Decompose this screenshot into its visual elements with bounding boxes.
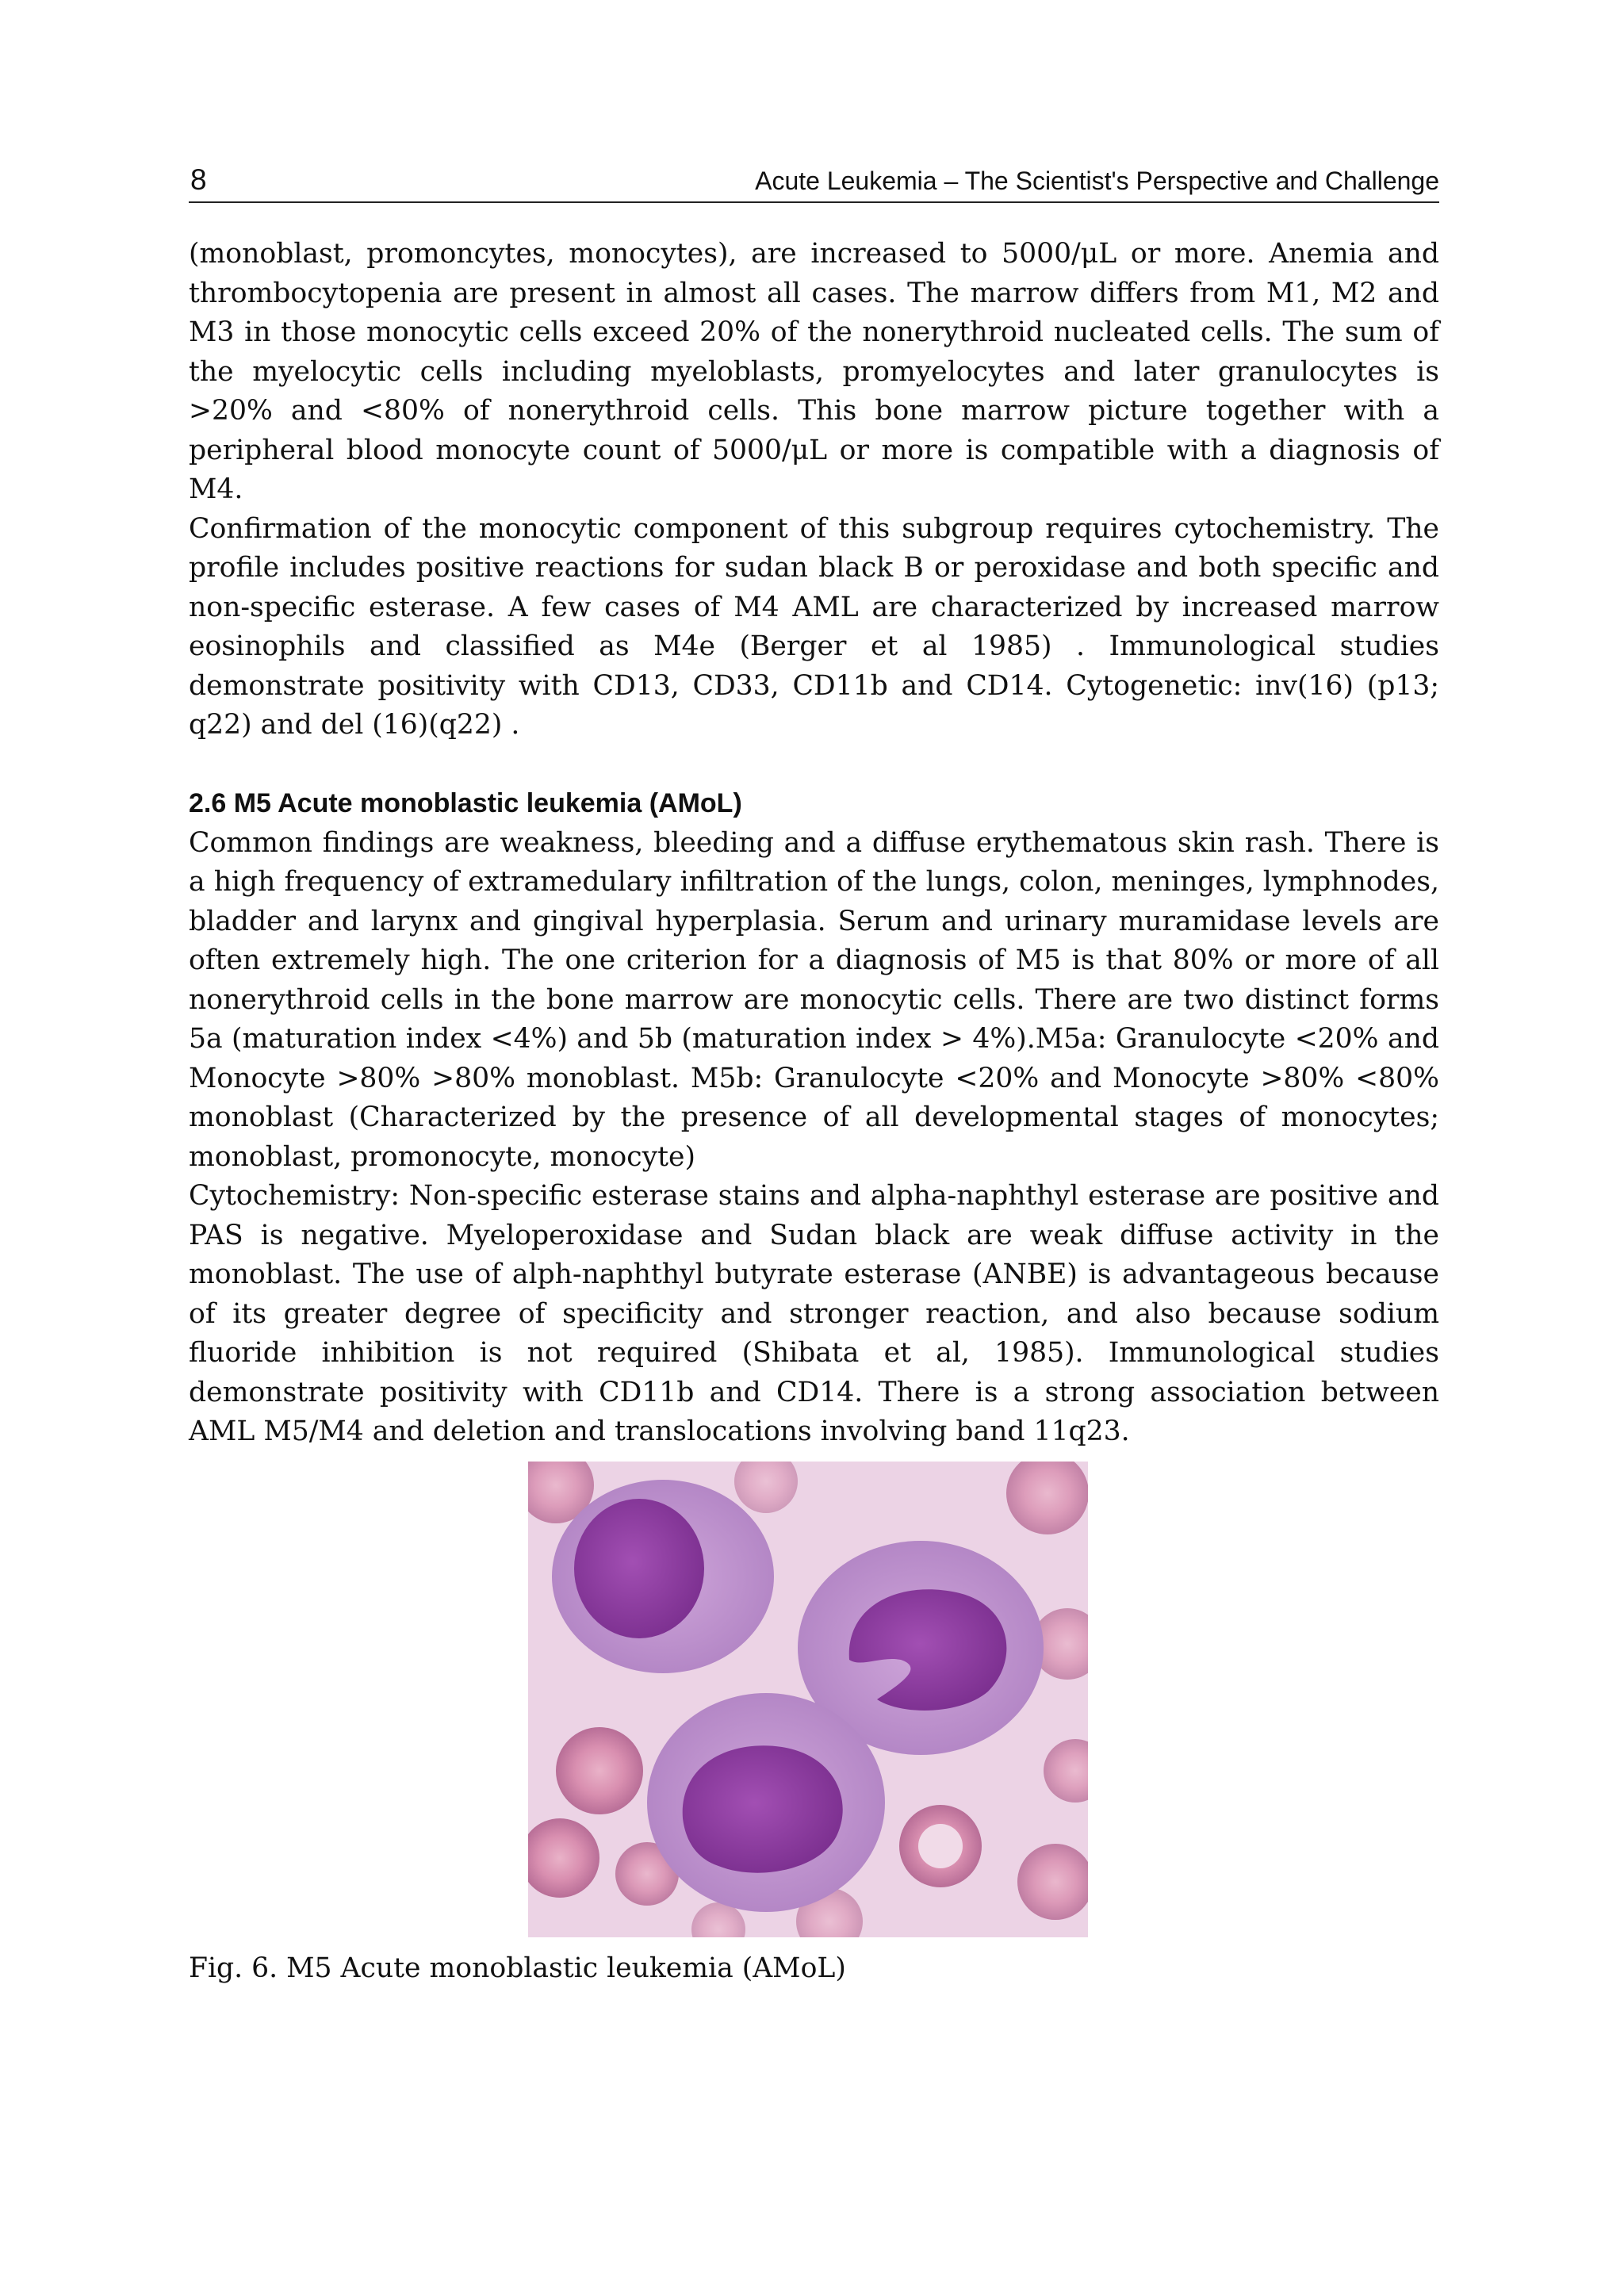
page-number: 8 (190, 163, 207, 196)
paragraph-m4-cytochemistry: Confirmation of the monocytic component of this subgroup requires cytochemistry. The profile includes positive reactions for sudan black B or peroxidase and both specific and non-specific esterase. A few cases of M4 AML are characterized by increased marrow eosinophils and classified as M4e (Berger et al 1985) . Immunological studies demonstrate positivity with CD13, CD33, CD11b and CD14. Cytogenetic: inv(16) (p13; q22) and del (16)(q22) . (189, 512, 1439, 741)
section-heading: 2.6 M5 Acute monoblastic leukemia (AMoL) (189, 788, 742, 818)
paragraph-m5-findings: Common findings are weakness, bleeding and a diffuse erythematous skin rash. There is a high frequency of extramedulary infiltration of the lungs, colon, meninges, lymphnodes, bladder and larynx and gingival hyperplasia. Serum and urinary muramidase levels are often extremely high. The one criterion for a diagnosis of M5 is that 80% or more of all nonerythroid cells in the bone marrow are monocytic cells. There are two distinct forms 5a (maturation index <4%) and 5b (maturation index > 4%).M5a: Granulocyte <20% and Monocyte >80% >80% monoblast. M5b: Granulocyte <20% and Monocyte >80% <80% monoblast (Characterized by the presence of all developmental stages of monocytes; monoblast, promonocyte, monocyte) (189, 826, 1439, 1173)
running-title: Acute Leukemia – The Scientist's Perspective and Challenge (755, 167, 1439, 195)
paragraph-m4-description: (monoblast, promoncytes, monocytes), are increased to 5000/μL or more. Anemia and thrombocytopenia are present in almost all cases. The marrow differs from M1, M2 and M3 in those monocytic cells exceed 20% of the nonerythroid nucleated cells. The sum of the myelocytic cells including myeloblasts, promyelocytes and later granulocytes is >20% and <80% of nonerythroid cells. This bone marrow picture together with a peripheral blood monocyte count of 5000/μL or more is compatible with a diagnosis of M4. (189, 238, 1439, 505)
figure-caption: Fig. 6. M5 Acute monoblastic leukemia (AMoL) (189, 1952, 846, 1984)
body-text (189, 235, 1439, 1452)
micrograph-figure (528, 1462, 1088, 1937)
running-header (189, 160, 1439, 203)
paragraph-m5-cytochemistry: Cytochemistry: Non-specific esterase stains and alpha-naphthyl esterase are positive and PAS is negative. Myeloperoxidase and Sudan black are weak diffuse activity in the monoblast. The use of alph-naphthyl butyrate esterase (ANBE) is advantageous because of its greater degree of specificity and stronger reaction, and also because sodium fluoride inhibition is not required (Shibata et al, 1985). Immunological studies demonstrate positivity with CD11b and CD14. There is a strong association between AML M5/M4 and deletion and translocations involving band 11q23. (189, 1180, 1439, 1447)
